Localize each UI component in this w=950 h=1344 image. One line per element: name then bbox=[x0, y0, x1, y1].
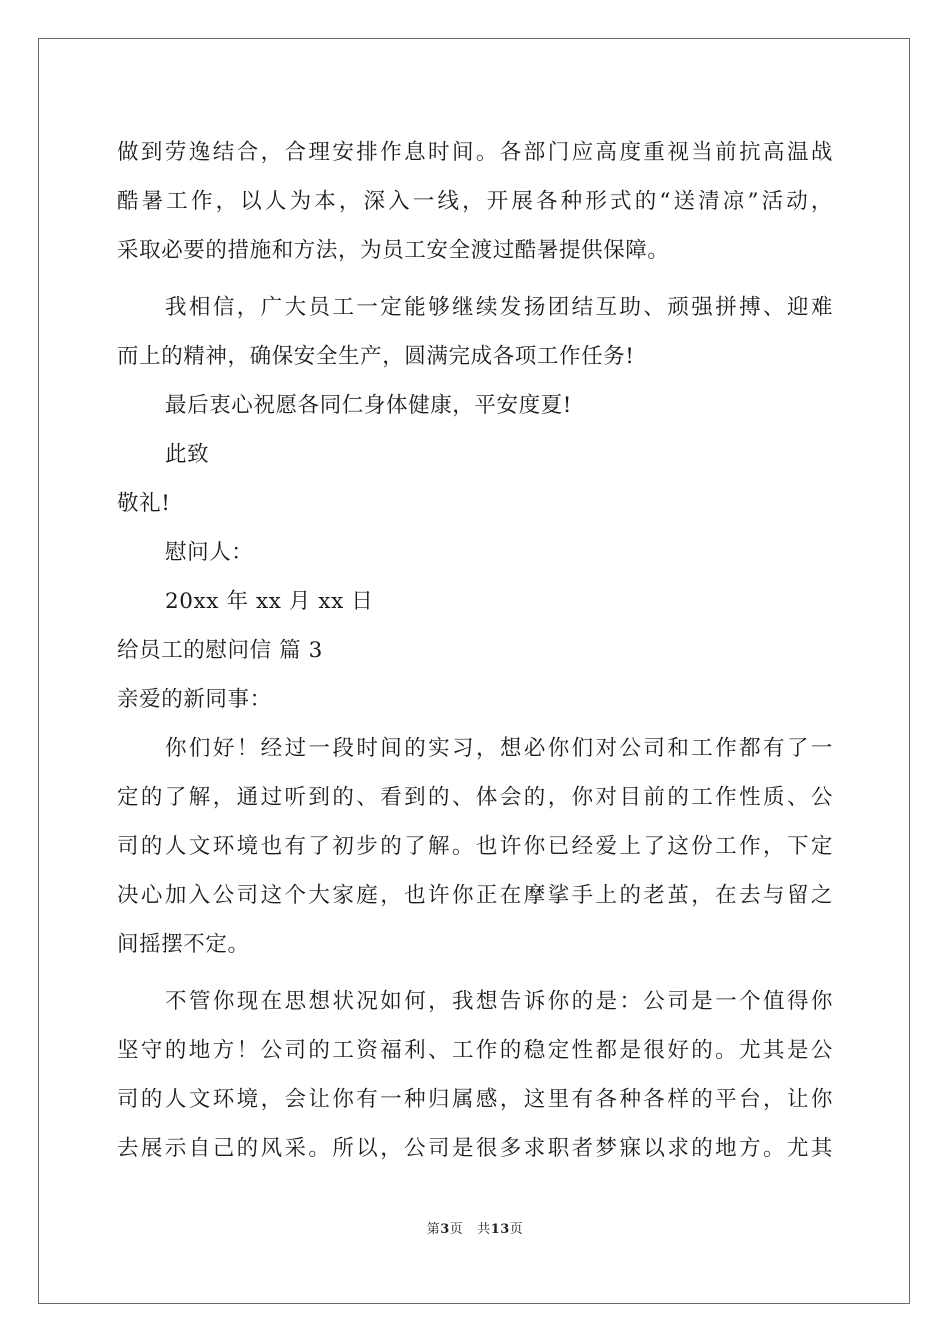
footer-page-suffix: 页 bbox=[449, 1222, 464, 1237]
footer-total-prefix: 共 bbox=[477, 1222, 491, 1237]
body-line-13: 你们好！经过一段时间的实习，想必你们对公司和工作都有了一 bbox=[165, 736, 833, 761]
body-line-1: 做到劳逸结合，合理安排作息时间。各部门应高度重视当前抗高温战 bbox=[117, 140, 833, 165]
body-line-14: 定的了解，通过听到的、看到的、体会的，你对目前的工作性质、公 bbox=[117, 785, 833, 810]
closing-salutation: 此致 bbox=[165, 442, 210, 467]
total-pages-number: 13 bbox=[490, 1222, 510, 1237]
body-line-2: 酷暑工作，以人为本，深入一线，开展各种形式的“送清凉”活动， bbox=[117, 189, 833, 214]
body-line-15: 司的人文环境也有了初步的了解。也许你已经爱上了这份工作，下定 bbox=[117, 834, 833, 859]
body-line-17: 间摇摆不定。 bbox=[117, 932, 250, 957]
footer-prefix: 第 bbox=[426, 1222, 441, 1237]
body-line-16: 决心加入公司这个大家庭，也许你正在摩挲手上的老茧，在去与留之 bbox=[117, 883, 833, 908]
signatory-label: 慰问人： bbox=[165, 540, 254, 565]
body-line-3: 采取必要的措施和方法，为员工安全渡过酷暑提供保障。 bbox=[117, 238, 670, 263]
closing-regards: 敬礼! bbox=[117, 491, 171, 516]
document-body bbox=[117, 128, 833, 1173]
body-line-4: 我相信，广大员工一定能够继续发扬团结互助、顽强拼搏、迎难 bbox=[165, 295, 833, 320]
footer-total-suffix: 页 bbox=[509, 1222, 524, 1237]
body-line-18: 不管你现在思想状况如何，我想告诉你的是：公司是一个值得你 bbox=[165, 989, 833, 1014]
page-footer bbox=[0, 1218, 950, 1237]
section-title: 给员工的慰问信 篇 3 bbox=[117, 638, 323, 663]
letter-date: 20xx 年 xx 月 xx 日 bbox=[165, 589, 374, 614]
body-line-5: 而上的精神，确保安全生产，圆满完成各项工作任务! bbox=[117, 344, 635, 369]
letter-greeting: 亲爱的新同事： bbox=[117, 687, 272, 712]
body-line-20: 司的人文环境，会让你有一种归属感，这里有各种各样的平台，让你 bbox=[117, 1087, 833, 1112]
current-page-number: 3 bbox=[440, 1222, 450, 1237]
body-line-21: 去展示自己的风采。所以，公司是很多求职者梦寐以求的地方。尤其 bbox=[117, 1136, 833, 1161]
body-line-6: 最后衷心祝愿各同仁身体健康，平安度夏! bbox=[165, 393, 573, 418]
body-line-19: 坚守的地方！公司的工资福利、工作的稳定性都是很好的。尤其是公 bbox=[117, 1038, 833, 1063]
